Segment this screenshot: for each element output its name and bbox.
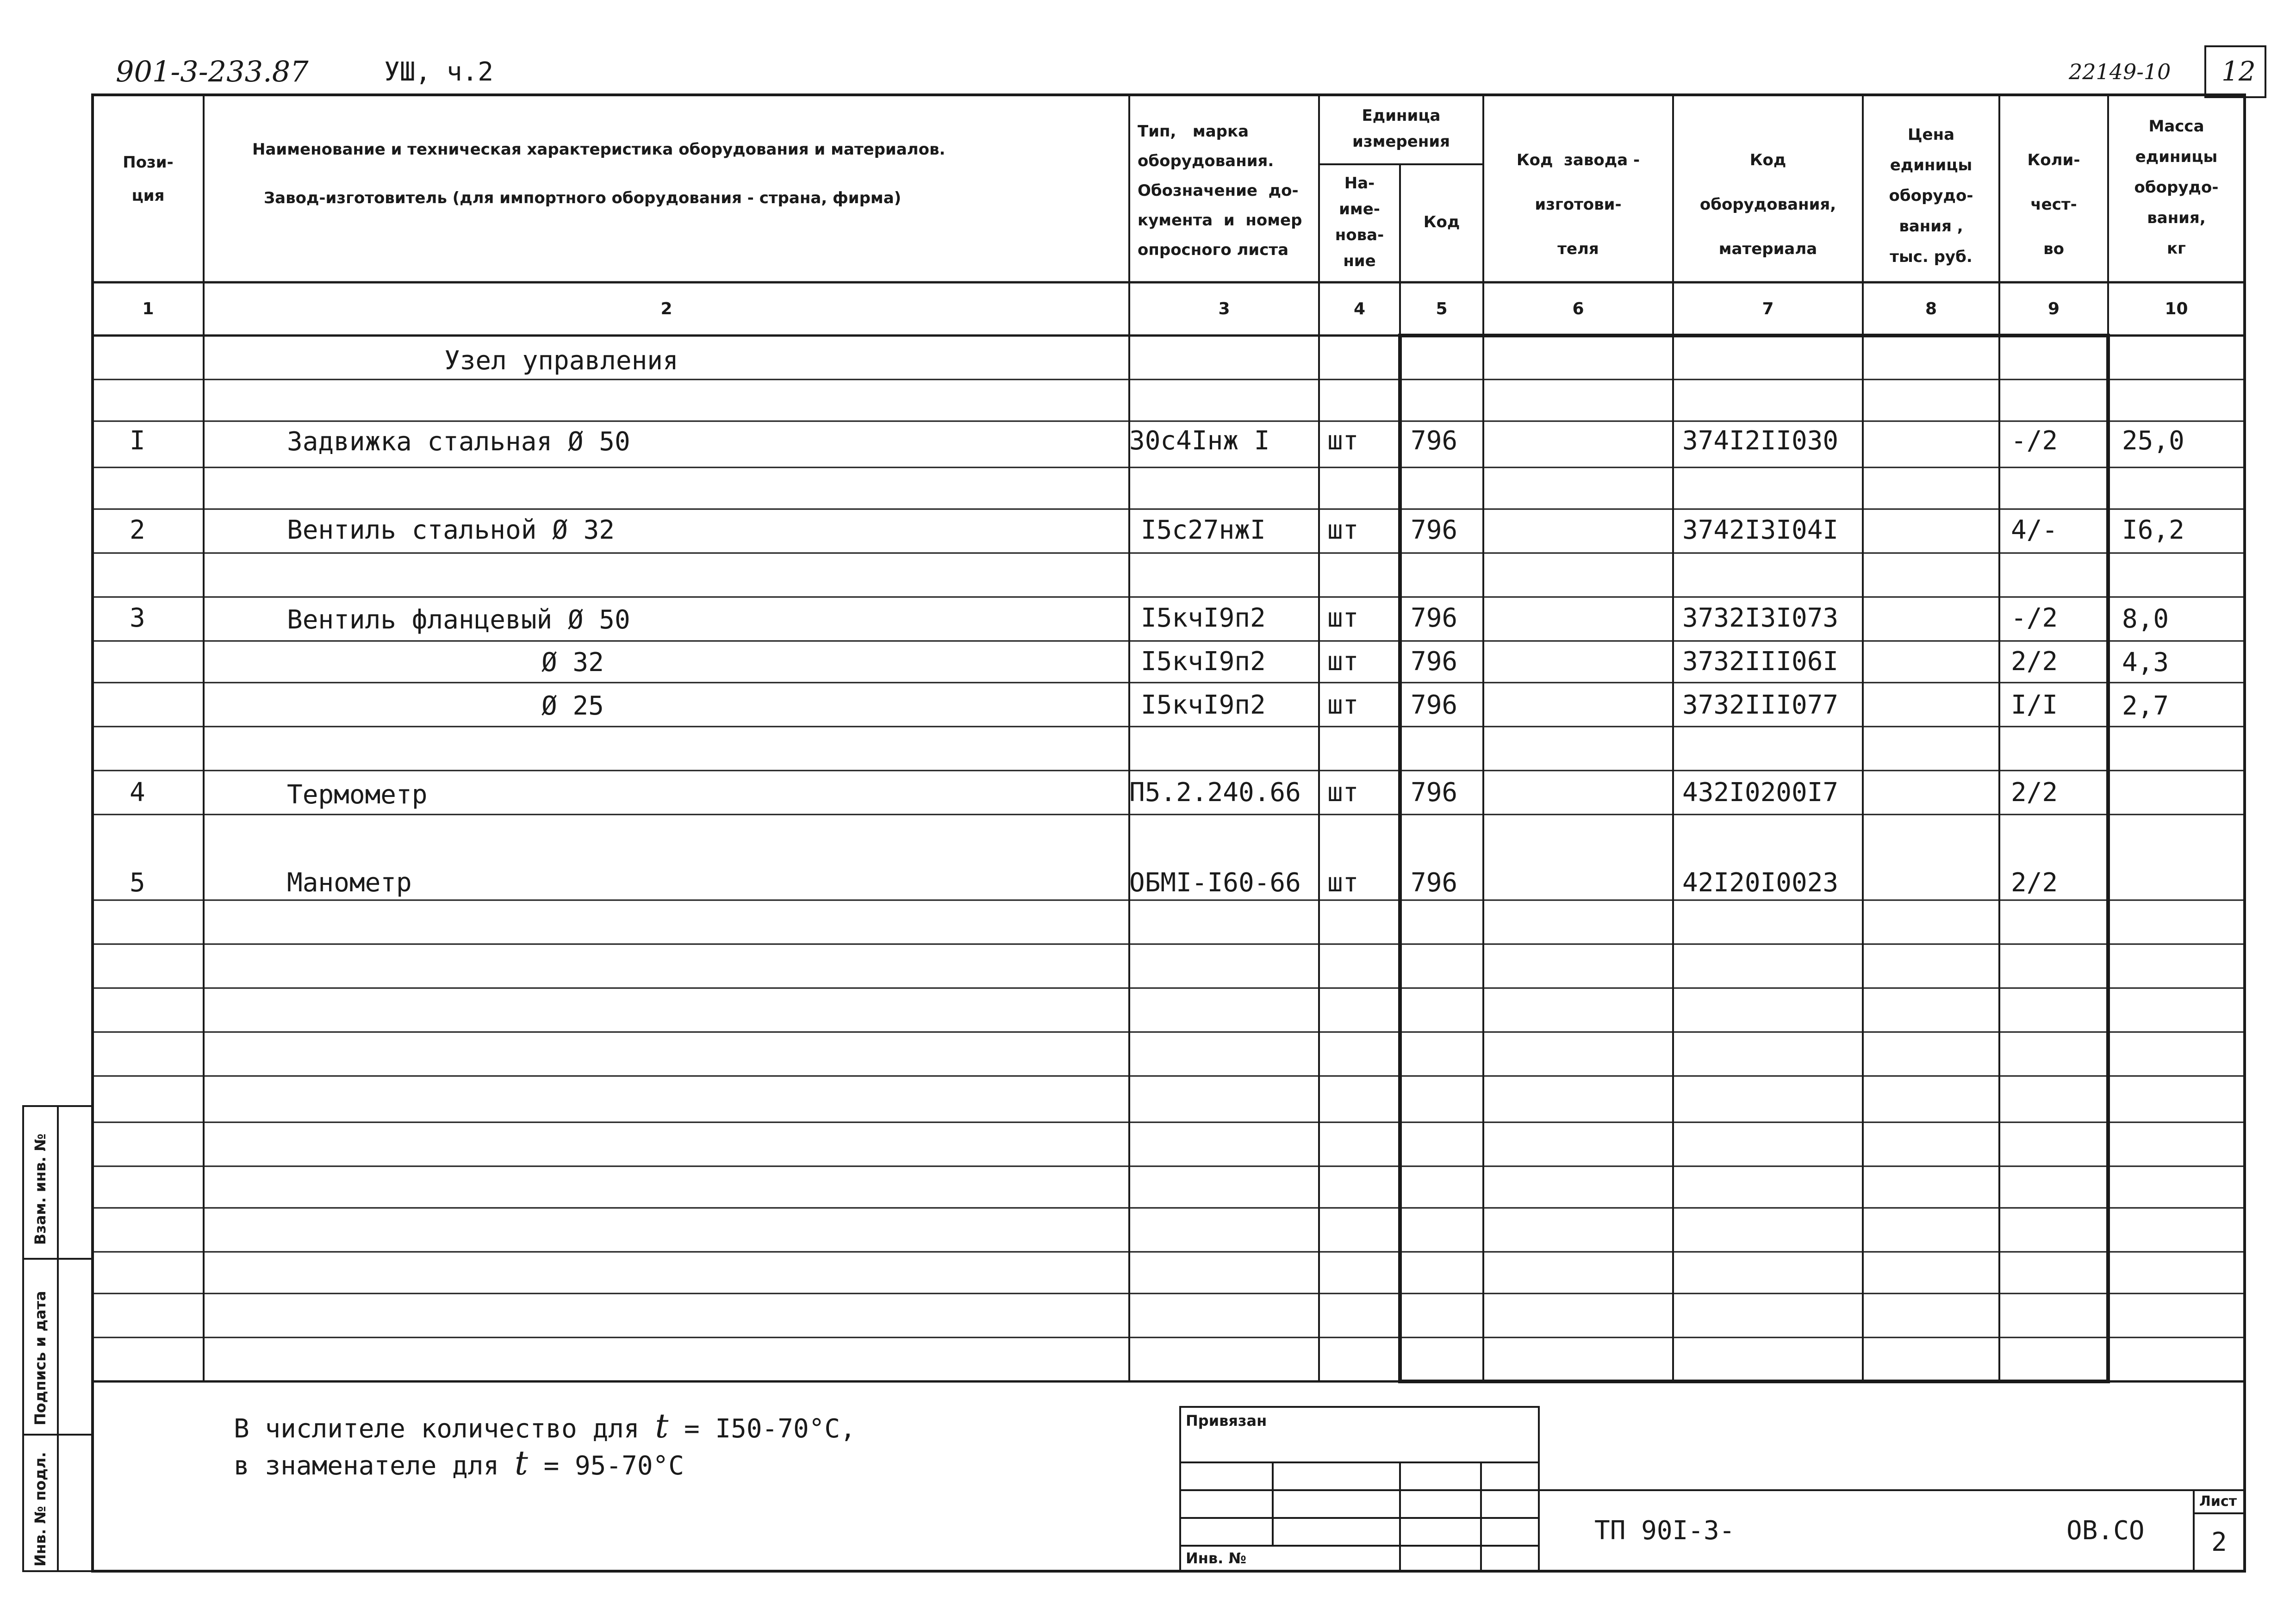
row-mass: 2,7 bbox=[2122, 691, 2169, 721]
row-position: 2 bbox=[130, 515, 145, 545]
column-number: 7 bbox=[1762, 299, 1774, 318]
col-header-type: Тип, марка оборудования. Обозначение до- кумента и номер опросного листа bbox=[1138, 122, 1302, 259]
page-number-handwritten: 12 bbox=[2221, 56, 2256, 87]
row-unit-code: 796 bbox=[1411, 603, 1458, 633]
col-header-quantity: Коли- чест- во bbox=[2027, 151, 2080, 258]
row-name: Манометр bbox=[287, 868, 412, 898]
row-unit: шт bbox=[1327, 868, 1359, 898]
row-name: Ø 25 bbox=[541, 691, 604, 721]
col-header-unit-code: Код bbox=[1423, 213, 1460, 231]
row-position: 3 bbox=[130, 603, 145, 633]
row-equipment-code: 3742I3I04I bbox=[1682, 515, 1839, 545]
row-equipment-code: 3732III077 bbox=[1682, 690, 1839, 720]
column-number: 9 bbox=[2047, 299, 2060, 318]
column-number: 4 bbox=[1353, 299, 1366, 318]
row-unit-code: 796 bbox=[1411, 868, 1458, 898]
row-unit-code: 796 bbox=[1411, 426, 1458, 456]
col-header-name-line2: Завод-изготовитель (для импортного оборудования - страна, фирма) bbox=[264, 189, 902, 207]
row-type: I5кчI9п2 bbox=[1141, 647, 1266, 677]
row-mass: 4,3 bbox=[2122, 647, 2169, 678]
row-position: I bbox=[130, 426, 145, 456]
note-1-variable: t bbox=[655, 1406, 669, 1445]
column-number: 6 bbox=[1572, 299, 1584, 318]
section-title: Узел управления bbox=[444, 346, 678, 376]
col-header-position: Пози- ция bbox=[123, 153, 174, 205]
note-2-variable: t bbox=[514, 1443, 528, 1482]
row-quantity: -/2 bbox=[2011, 426, 2058, 456]
column-number: 10 bbox=[2165, 299, 2188, 318]
col-header-unit-name: На- име- нова- ние bbox=[1335, 174, 1384, 270]
sheet-code-handwritten: 22149-10 bbox=[2069, 59, 2171, 84]
row-quantity: 2/2 bbox=[2011, 777, 2058, 808]
column-number: 3 bbox=[1218, 299, 1230, 318]
col-header-unit-group: Единица измерения bbox=[1352, 106, 1450, 151]
column-number: 2 bbox=[660, 299, 672, 318]
row-mass: 25,0 bbox=[2122, 426, 2184, 456]
row-mass: 8,0 bbox=[2122, 604, 2169, 634]
row-type: ОБМI-I60-66 bbox=[1129, 868, 1301, 898]
column-number: 1 bbox=[142, 299, 154, 318]
album-part: УШ, ч.2 bbox=[384, 57, 494, 87]
side-label-signature-date: Подпись и дата bbox=[31, 1291, 49, 1425]
row-unit: шт bbox=[1327, 647, 1359, 677]
row-name: Вентиль стальной Ø 32 bbox=[287, 515, 615, 545]
row-unit-code: 796 bbox=[1411, 647, 1458, 677]
row-type: I5кчI9п2 bbox=[1141, 603, 1266, 633]
stamp-inventory-label: Инв. № bbox=[1186, 1549, 1246, 1567]
row-unit: шт bbox=[1327, 603, 1359, 633]
side-label-replacement-inventory: Взам. инв. № bbox=[31, 1133, 49, 1245]
stamp-bound-label: Привязан bbox=[1186, 1412, 1267, 1430]
row-mass: I6,2 bbox=[2122, 515, 2184, 545]
row-unit: шт bbox=[1327, 515, 1359, 545]
note-2-value: = 95-70°С bbox=[543, 1451, 684, 1481]
row-unit: шт bbox=[1327, 690, 1359, 720]
row-equipment-code: 374I2II030 bbox=[1682, 426, 1839, 456]
row-equipment-code: 3732III06I bbox=[1682, 647, 1839, 677]
note-2-prefix: в знаменателе для bbox=[234, 1451, 499, 1481]
col-header-price: Цена единицы оборудо- вания , тыс. руб. bbox=[1889, 125, 1973, 266]
side-label-original-inventory: Инв. № подл. bbox=[31, 1452, 49, 1567]
stamp-document-code: ТП 90I-3- bbox=[1594, 1516, 1735, 1546]
row-position: 4 bbox=[130, 777, 145, 808]
row-unit-code: 796 bbox=[1411, 777, 1458, 808]
row-type: П5.2.240.66 bbox=[1129, 777, 1301, 808]
row-unit-code: 796 bbox=[1411, 515, 1458, 545]
row-type: 30с4Iнж I bbox=[1129, 426, 1270, 456]
row-quantity: I/I bbox=[2011, 690, 2058, 720]
row-quantity: 2/2 bbox=[2011, 868, 2058, 898]
note-line-2 bbox=[234, 1443, 684, 1482]
row-name: Ø 32 bbox=[541, 647, 604, 678]
row-type: I5с27нжI bbox=[1141, 515, 1266, 545]
column-number: 8 bbox=[1925, 299, 1937, 318]
col-header-plant-code: Код завода - изготови- теля bbox=[1516, 151, 1640, 258]
note-1-value: = I50-70°С, bbox=[684, 1414, 856, 1444]
col-header-equipment-code: Код оборудования, материала bbox=[1699, 151, 1836, 258]
row-unit: шт bbox=[1327, 777, 1359, 808]
row-name: Термометр bbox=[287, 780, 428, 810]
row-unit: шт bbox=[1327, 426, 1359, 456]
doc-number-handwritten: 901-3-233.87 bbox=[116, 55, 309, 88]
row-position: 5 bbox=[130, 868, 145, 898]
stamp-sheet-number: 2 bbox=[2211, 1527, 2227, 1557]
stamp-sheet-label: Лист bbox=[2199, 1493, 2237, 1510]
note-line-1 bbox=[234, 1406, 856, 1445]
row-equipment-code: 42I20I0023 bbox=[1682, 868, 1839, 898]
row-type: I5кчI9п2 bbox=[1141, 690, 1266, 720]
note-1-prefix: В числителе количество для bbox=[234, 1414, 640, 1444]
row-equipment-code: 432I0200I7 bbox=[1682, 777, 1839, 808]
row-quantity: 2/2 bbox=[2011, 647, 2058, 677]
col-header-mass: Масса единицы оборудо- вания, кг bbox=[2134, 117, 2219, 258]
row-name: Задвижка стальная Ø 50 bbox=[287, 427, 630, 457]
column-number: 5 bbox=[1436, 299, 1448, 318]
row-quantity: -/2 bbox=[2011, 603, 2058, 633]
row-name: Вентиль фланцевый Ø 50 bbox=[287, 605, 630, 635]
row-unit-code: 796 bbox=[1411, 690, 1458, 720]
row-equipment-code: 3732I3I073 bbox=[1682, 603, 1839, 633]
col-header-name-line1: Наименование и техническая характеристика оборудования и материалов. bbox=[252, 140, 946, 159]
row-quantity: 4/- bbox=[2011, 515, 2058, 545]
stamp-document-suffix: ОВ.СО bbox=[2066, 1516, 2145, 1546]
